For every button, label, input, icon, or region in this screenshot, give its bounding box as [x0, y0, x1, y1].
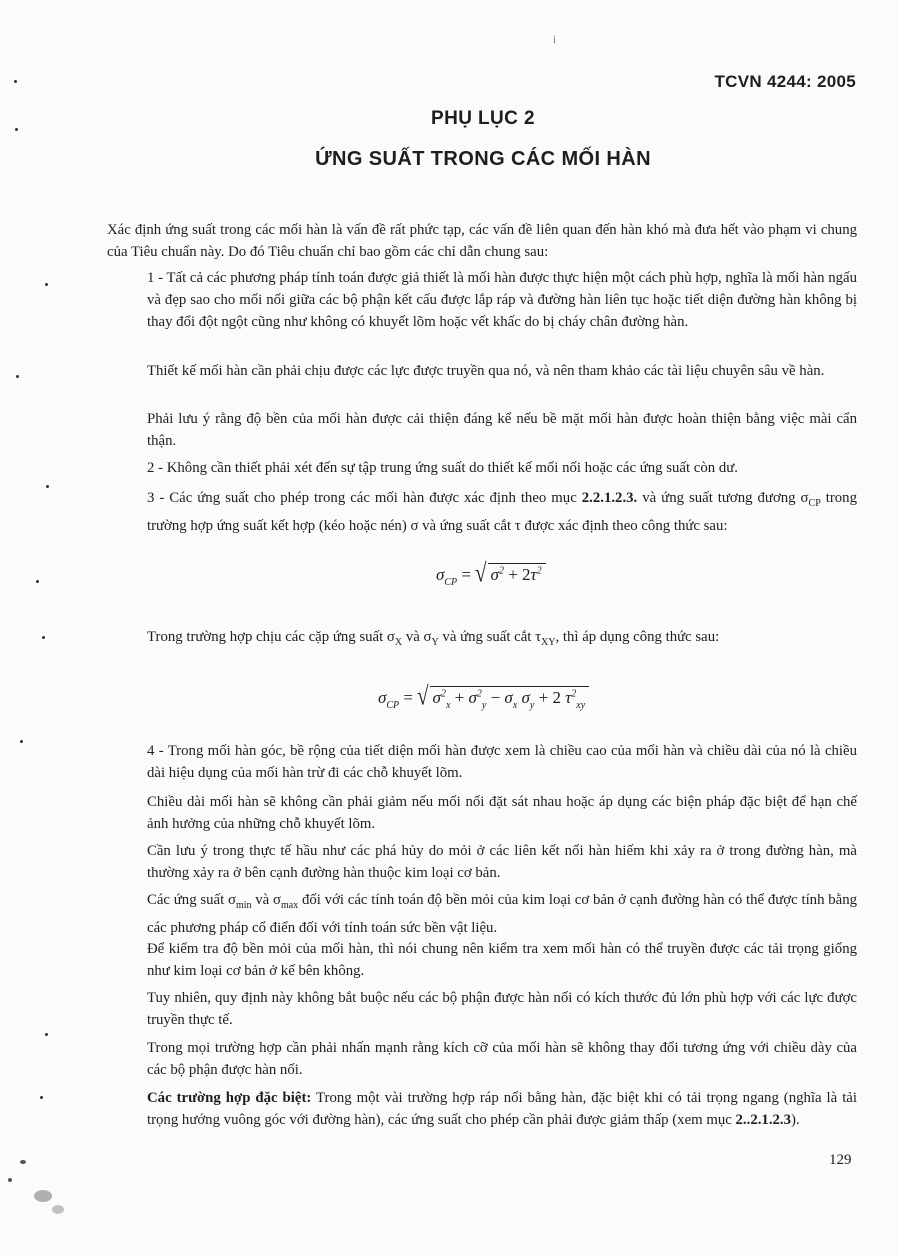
formula-operator: − — [490, 688, 501, 707]
item-4d-paragraph — [147, 889, 857, 939]
page-number: 129 — [829, 1152, 852, 1168]
formula-subscript: x — [445, 700, 451, 711]
scan-smudge — [34, 1190, 52, 1202]
item-3-text-a: 3 - Các ứng suất cho phép trong các mối hàn được xác định theo mục — [147, 490, 577, 506]
formula-exponent: 2 — [571, 688, 577, 700]
special-cases-paragraph — [147, 1087, 857, 1131]
item-1-paragraph: 1 - Tất cả các phương pháp tính toán được giả thiết là mối hàn được thực hiện một cách phù hợp, nghĩa là mối hàn ngấu và đẹp sao cho mối nối giữa các bộ phận kết cấu được lắp ráp và đường hàn liên tục hoặc tiết diện đường hàn không bị thay đổi đột ngột cũng như không có khuyết lõm hoặc vết khấc do bị cháy chân đường hàn. — [147, 270, 857, 330]
scan-speck — [45, 283, 48, 286]
formula-subscript: x — [512, 700, 518, 711]
item-4b-paragraph: Chiều dài mối hàn sẽ không cần phải giảm nếu mối nối đặt sát nhau hoặc áp dụng các biện pháp đặc biệt để hạn chế ảnh hưởng của những chỗ khuyết lõm. — [147, 794, 857, 832]
special-cases-text: Trong một vài trường hợp ráp nối bằng hàn, đặc biệt khi có tải trọng ngang (nghĩa là tải trọng hướng vuông góc với đường hàn), các ứng suất cho phép cần phải được giảm thấp (xem mục — [147, 1090, 857, 1128]
formula-symbol: σ — [490, 565, 499, 584]
item-2-paragraph: 2 - Không cần thiết phải xét đến sự tập trung ứng suất do thiết kế mối nối hoặc các ứng suất còn dư. — [147, 460, 738, 476]
section-title: ỨNG SUẤT TRONG CÁC MỐI HÀN — [315, 148, 651, 170]
subscript: max — [281, 899, 299, 911]
continuation-text-d: , thì áp dụng công thức sau: — [555, 629, 720, 645]
scan-speck — [20, 1160, 26, 1164]
subscript: min — [235, 899, 252, 911]
scan-speck — [8, 1178, 12, 1182]
section-reference: 2.2.1.2.3. — [581, 490, 638, 506]
radical-sign-icon: √ — [475, 557, 487, 588]
scan-speck — [45, 1033, 48, 1036]
formula-operator: = — [403, 688, 414, 707]
formula-symbol: σ — [468, 688, 477, 707]
item-1c-paragraph: Phải lưu ý rằng độ bền của mối hàn được cải thiện đáng kể nếu bề mặt mối hàn được hoàn thiện bằng việc mài cẩn thận. — [147, 411, 857, 449]
formula-exponent: 2 — [498, 565, 504, 577]
continuation-text-a: Trong trường hợp chịu các cặp ứng suất σ — [147, 629, 395, 645]
formula-subscript: CP — [444, 577, 458, 588]
formula-subscript: y — [481, 700, 487, 711]
scan-speck — [40, 1096, 43, 1099]
intro-paragraph: Xác định ứng suất trong các mối hàn là vấn đề rất phức tạp, các vấn đề liên quan đến hàn khó mà đưa hết vào phạm vi chung của Tiêu chuẩn này. Do đó Tiêu chuẩn chỉ bao gồm các chỉ dẫn chung sau: — [107, 222, 857, 260]
item-3-continuation — [147, 626, 857, 654]
standard-code: TCVN 4244: 2005 — [714, 72, 856, 91]
item-4g-paragraph: Trong mọi trường hợp cần phải nhấn mạnh rằng kích cỡ của mối hàn sẽ không thay đổi tương ứng với chiều dày của các bộ phận được hàn nối. — [147, 1040, 857, 1078]
formula-exponent: 2 — [536, 565, 542, 577]
item-1b-paragraph: Thiết kế mối hàn cần phải chịu được các lực được truyền qua nó, và nên tham khảo các tài liệu chuyên sâu về hàn. — [147, 363, 825, 379]
formula-symbol: σ — [521, 688, 530, 707]
scan-speck — [15, 128, 18, 131]
formula-symbol: σ — [504, 688, 513, 707]
formula-symbol: σ — [378, 688, 387, 707]
formula-symbol: τ — [565, 688, 572, 707]
scan-speck — [16, 375, 19, 378]
continuation-text-b: và σ — [405, 629, 432, 645]
subscript: Y — [431, 636, 439, 648]
scan-marker: i — [553, 34, 557, 46]
subscript: XY — [541, 636, 556, 648]
item-4c-paragraph: Cần lưu ý trong thực tế hầu như các phá hủy do mỏi ở các liên kết nối hàn hiếm khi xảy ra ở trong đường hàn, mà thường xảy ra ở bên cạnh đường hàn thuộc kim loại cơ bản. — [147, 843, 857, 881]
scan-speck — [46, 485, 49, 488]
radicand — [488, 563, 546, 585]
formula-subscript: xy — [576, 700, 586, 711]
item-4d-text-c: đối với các tính toán độ bền mỏi của kim loại cơ bản ở cạnh đường hàn có thể được tính bằng các phương pháp cổ điển đối với tính toán sức bền vật liệu. — [147, 892, 858, 936]
formula-exponent: 2 — [440, 688, 446, 700]
formula-exponent: 2 — [476, 688, 482, 700]
scan-speck — [42, 636, 45, 639]
radical-sign-icon: √ — [417, 680, 429, 711]
item-4d-text-a: Các ứng suất σ — [147, 892, 236, 908]
scan-smudge — [52, 1205, 64, 1214]
formula-biaxial-stress — [378, 680, 589, 711]
item-4-paragraph: 4 - Trong mối hàn góc, bề rộng của tiết diện mối hàn được xem là chiều cao của mối hàn và chiều dài của nó là chiều dài hiệu dụng của mối hàn trừ đi các chỗ khuyết lõm. — [147, 743, 857, 781]
formula-symbol: σ — [436, 565, 445, 584]
formula-subscript: CP — [386, 700, 400, 711]
item-4d-text-b: và σ — [255, 892, 281, 908]
subscript: CP — [808, 497, 821, 509]
radicand — [430, 686, 590, 711]
section-reference: 2..2.1.2.3 — [735, 1112, 792, 1128]
formula-operator: = — [461, 565, 472, 584]
formula-operator: + — [454, 688, 465, 707]
formula-equivalent-stress — [436, 557, 546, 588]
formula-operator: + 2 — [538, 688, 561, 707]
item-3-paragraph — [147, 487, 857, 537]
item-3-text-b: và ứng suất tương đương σ — [642, 490, 809, 506]
scan-speck — [20, 740, 23, 743]
formula-symbol: τ — [530, 565, 537, 584]
item-3-text-c: trong trường hợp ứng suất kết hợp (kéo hoặc nén) σ và ứng suất cắt τ được xác định theo công thức sau: — [147, 490, 857, 534]
item-4f-paragraph: Tuy nhiên, quy định này không bắt buộc nếu các bộ phận được hàn nối có kích thước đủ lớn phù hợp với các lực được truyền thực tế. — [147, 990, 857, 1028]
subscript: X — [394, 636, 403, 648]
scan-speck — [14, 80, 17, 83]
formula-operator: + 2 — [508, 565, 531, 584]
formula-symbol: σ — [432, 688, 441, 707]
appendix-title: PHỤ LỤC 2 — [431, 108, 535, 129]
item-4e-paragraph: Để kiểm tra độ bền mỏi của mối hàn, thì nói chung nên kiểm tra xem mối hàn có thể truyền được các tải trọng giống như kim loại cơ bản ở kế bên không. — [147, 941, 857, 979]
special-cases-end: ). — [791, 1112, 800, 1128]
special-cases-label: Các trường hợp đặc biệt: — [147, 1090, 312, 1106]
scan-speck — [36, 580, 39, 583]
continuation-text-c: và ứng suất cắt τ — [442, 629, 542, 645]
formula-subscript: y — [529, 700, 535, 711]
